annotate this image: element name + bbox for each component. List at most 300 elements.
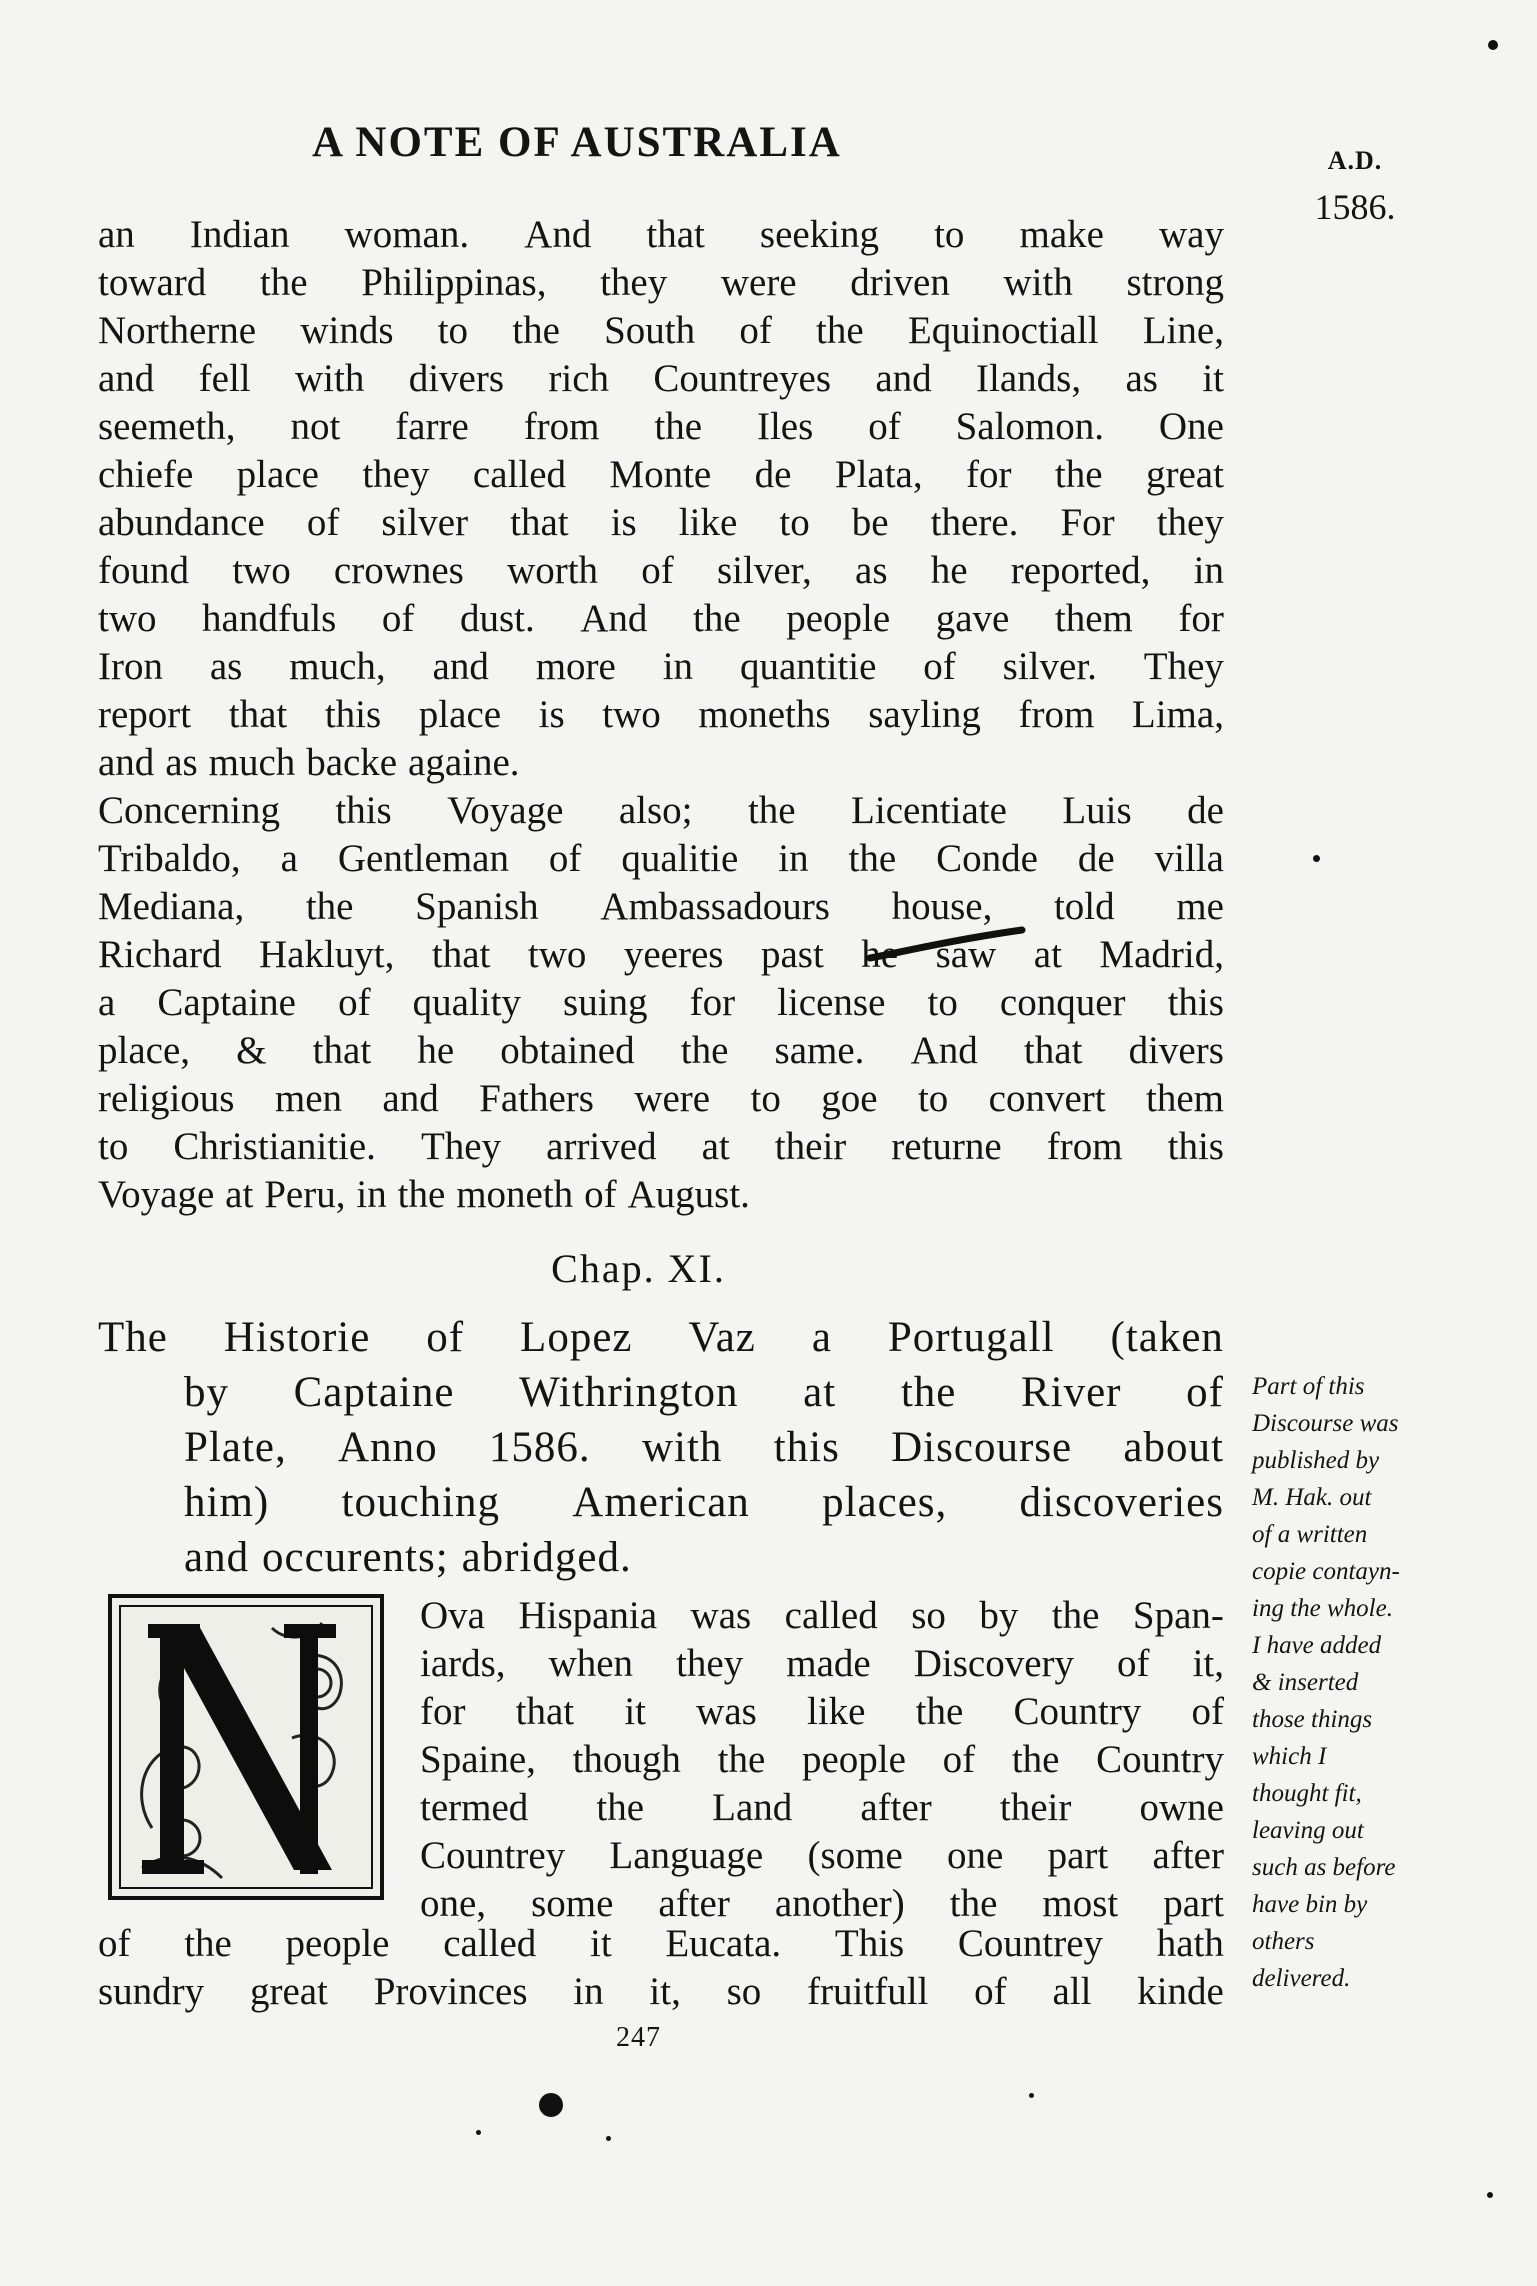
word: past: [760, 933, 824, 976]
year-label: 1586.: [1314, 187, 1396, 227]
word: the: [848, 837, 897, 880]
word: of: [868, 405, 901, 448]
word: from: [523, 405, 600, 448]
word: Equinoctiall: [907, 309, 1099, 352]
title-line: [184, 1420, 1224, 1475]
word: For: [1060, 501, 1115, 544]
word: The: [98, 1314, 168, 1361]
ink-speck: [606, 2136, 611, 2141]
word: Countrey: [420, 1834, 566, 1877]
word: Historie: [223, 1314, 371, 1361]
word: Captaine: [293, 1369, 455, 1416]
word: their: [774, 1125, 847, 1168]
word: of: [306, 501, 340, 544]
word: Withrington: [519, 1369, 739, 1416]
word: One: [1158, 405, 1224, 448]
word: Hakluyt,: [258, 933, 395, 976]
word: called: [784, 1594, 878, 1637]
word: of: [942, 1738, 976, 1781]
side-note-line: published by: [1252, 1447, 1380, 1474]
text-line: [98, 883, 1224, 931]
word: touching: [341, 1479, 500, 1526]
side-note-line: Part of this: [1252, 1373, 1365, 1400]
word: Richard: [98, 933, 222, 976]
word: to: [437, 309, 469, 352]
word: most: [1042, 1882, 1119, 1925]
word: they: [1156, 501, 1224, 544]
word: de: [1187, 789, 1224, 832]
word: this: [335, 789, 392, 832]
word: to: [934, 213, 965, 256]
text-line: [98, 355, 1224, 403]
side-note-line: copie contayn-: [1252, 1558, 1400, 1585]
word: occurents;: [261, 1534, 449, 1581]
word: Country: [1013, 1690, 1142, 1733]
word: with: [1003, 261, 1073, 304]
word: of: [338, 981, 371, 1024]
word: Span-: [1132, 1594, 1224, 1637]
text-line: [98, 211, 1224, 259]
word: returne: [891, 1125, 1002, 1168]
paragraph-3-continued: [98, 1920, 1224, 2016]
word: they: [600, 261, 668, 304]
word: me: [1176, 885, 1224, 928]
side-note-line: thought fit,: [1252, 1780, 1362, 1807]
word: farre: [395, 405, 469, 448]
word: after: [1152, 1834, 1224, 1877]
word: backe: [306, 741, 398, 784]
word: Ambassadours: [600, 885, 830, 928]
word: two: [527, 933, 587, 976]
word: this: [1167, 981, 1224, 1024]
word: made: [786, 1642, 871, 1685]
word: license: [777, 981, 886, 1024]
word: Hispania: [518, 1594, 658, 1637]
word: hath: [1156, 1922, 1224, 1965]
word: Iron: [98, 645, 163, 688]
text-line: [98, 1968, 1224, 2016]
paragraph-1: [98, 211, 1224, 787]
text-line: [98, 547, 1224, 595]
word: the: [1054, 453, 1103, 496]
word: and: [98, 741, 155, 784]
word: the: [900, 1369, 957, 1416]
word: and: [382, 1077, 439, 1120]
word: the: [1011, 1738, 1060, 1781]
side-note-line: others: [1252, 1928, 1315, 1955]
word: the: [717, 1738, 766, 1781]
word: were: [634, 1077, 711, 1120]
word: Provinces: [373, 1970, 528, 2013]
word: one,: [420, 1882, 487, 1925]
word: one: [947, 1834, 1004, 1877]
word: from: [1046, 1125, 1123, 1168]
word: chiefe: [98, 453, 194, 496]
word: so: [911, 1594, 946, 1637]
side-note-line: & inserted: [1252, 1669, 1359, 1696]
word: to: [779, 501, 810, 544]
side-note-line: which I: [1252, 1743, 1327, 1770]
word: of: [426, 1314, 465, 1361]
ink-speck: [539, 2093, 563, 2117]
text-line: [98, 787, 1224, 835]
word: called: [443, 1922, 537, 1965]
word: it,: [1192, 1642, 1224, 1685]
word: in: [778, 837, 809, 880]
word: Language: [609, 1834, 764, 1877]
word: Country: [1096, 1738, 1224, 1781]
side-note-line: of a written: [1252, 1521, 1368, 1548]
word: Spaine,: [420, 1738, 536, 1781]
word: all: [1052, 1970, 1092, 2013]
word: crownes: [333, 549, 464, 592]
word: Gentleman: [337, 837, 509, 880]
word: Licentiate: [851, 789, 1007, 832]
text-line: [420, 1592, 1224, 1640]
word: them: [1146, 1077, 1224, 1120]
word: August.: [627, 1173, 750, 1216]
word: like: [678, 501, 738, 544]
word: Philippinas,: [361, 261, 547, 304]
word: with: [295, 357, 365, 400]
word: a: [280, 837, 298, 880]
paragraph-2: [98, 787, 1224, 1219]
word: they: [362, 453, 430, 496]
text-line: [98, 739, 1224, 787]
word: divers: [408, 357, 505, 400]
word: when: [548, 1642, 634, 1685]
word: rich: [548, 357, 610, 400]
word: quantitie: [739, 645, 877, 688]
word: de: [754, 453, 792, 496]
word: Portugall: [887, 1314, 1055, 1361]
word: with: [641, 1424, 723, 1471]
side-note-line: leaving out: [1252, 1817, 1364, 1844]
word: Iles: [756, 405, 814, 448]
text-line: [98, 499, 1224, 547]
word: and: [98, 357, 155, 400]
word: be: [851, 501, 889, 544]
word: to: [750, 1077, 781, 1120]
word: divers: [1128, 1029, 1224, 1072]
word: by: [184, 1369, 229, 1416]
word: Mediana,: [98, 885, 245, 928]
chapter-title: [98, 1310, 1224, 1585]
word: about: [1123, 1424, 1224, 1471]
word: in: [356, 1173, 387, 1216]
text-line: [98, 1027, 1224, 1075]
word: it: [624, 1690, 646, 1733]
word: toward: [98, 261, 207, 304]
word: (some: [807, 1834, 903, 1877]
text-line: [420, 1688, 1224, 1736]
word: And: [524, 213, 592, 256]
word: 1586.: [488, 1424, 591, 1471]
word: more: [535, 645, 616, 688]
word: place: [418, 693, 502, 736]
word: make: [1019, 213, 1104, 256]
word: in: [573, 1970, 604, 2013]
word: This: [834, 1922, 905, 1965]
word: and: [432, 645, 489, 688]
word: River: [1020, 1369, 1122, 1416]
word: part: [1163, 1882, 1224, 1925]
title-line: [184, 1365, 1224, 1420]
word: called: [472, 453, 567, 496]
ink-speck: [1488, 40, 1498, 50]
word: moneths: [698, 693, 831, 736]
word: for: [1178, 597, 1224, 640]
word: this: [773, 1424, 840, 1471]
word: Lopez: [520, 1314, 633, 1361]
word: found: [98, 549, 189, 592]
text-line: [420, 1736, 1224, 1784]
word: of: [1186, 1369, 1224, 1416]
word: two: [602, 693, 661, 736]
word: worth: [507, 549, 599, 592]
word: to: [98, 1125, 129, 1168]
word: silver: [381, 501, 469, 544]
word: place,: [98, 1029, 191, 1072]
word: the: [747, 789, 796, 832]
text-line: [98, 1075, 1224, 1123]
word: sundry: [98, 1970, 205, 2013]
word: of: [1191, 1690, 1224, 1733]
word: by: [979, 1594, 1019, 1637]
word: Discovery: [913, 1642, 1075, 1685]
word: two: [232, 549, 291, 592]
word: Eucata.: [665, 1922, 782, 1965]
ink-speck: [1029, 2093, 1034, 2098]
word: goe: [821, 1077, 878, 1120]
word: at: [803, 1369, 837, 1416]
word: handfuls: [202, 597, 337, 640]
word: of: [974, 1970, 1007, 2013]
word: conquer: [999, 981, 1126, 1024]
word: people: [786, 597, 891, 640]
word: him): [184, 1479, 270, 1526]
text-line: [98, 451, 1224, 499]
text-line: [98, 835, 1224, 883]
word: another): [774, 1882, 905, 1925]
word: was: [696, 1690, 757, 1733]
word: Salomon.: [955, 405, 1105, 448]
word: saw: [935, 933, 997, 976]
word: Luis: [1062, 789, 1132, 832]
word: of: [1117, 1642, 1150, 1685]
side-note-line: ing the whole.: [1252, 1595, 1393, 1622]
text-line: [98, 595, 1224, 643]
word: like: [806, 1690, 866, 1733]
word: abundance: [98, 501, 265, 544]
word: a: [811, 1314, 832, 1361]
word: that: [228, 693, 288, 736]
word: for: [420, 1690, 466, 1733]
word: seemeth,: [98, 405, 236, 448]
word: qualitie: [621, 837, 739, 880]
word: Voyage: [98, 1173, 215, 1216]
word: that: [515, 1690, 575, 1733]
word: and: [875, 357, 932, 400]
word: Spanish: [415, 885, 539, 928]
text-line: [98, 931, 1224, 979]
word: them: [1054, 597, 1133, 640]
word: the: [680, 1029, 729, 1072]
word: much: [208, 741, 296, 784]
word: two: [98, 597, 157, 640]
word: Conde: [936, 837, 1038, 880]
title-line: [184, 1475, 1224, 1530]
word: the: [512, 309, 560, 352]
chapter-heading: Chap. XI.: [551, 1246, 726, 1291]
word: was: [690, 1594, 752, 1637]
side-note-line: such as before: [1252, 1854, 1396, 1881]
word: at: [225, 1173, 254, 1216]
word: after: [860, 1786, 932, 1829]
word: of: [98, 1922, 131, 1965]
ink-underline-mark: [862, 920, 1042, 970]
word: it,: [649, 1970, 681, 2013]
word: Tribaldo,: [98, 837, 241, 880]
word: he: [930, 549, 968, 592]
word: strong: [1126, 261, 1224, 304]
word: is: [610, 501, 637, 544]
word: South: [604, 309, 696, 352]
text-line: [98, 1123, 1224, 1171]
word: the: [596, 1786, 645, 1829]
word: They: [420, 1125, 502, 1168]
word: as: [855, 549, 888, 592]
side-note-line: I have added: [1252, 1632, 1382, 1659]
page-number: 247: [616, 2022, 661, 2053]
word: owne: [1139, 1786, 1224, 1829]
word: winds: [300, 309, 394, 352]
word: that: [646, 213, 705, 256]
word: that: [510, 501, 569, 544]
word: woman.: [344, 213, 470, 256]
word: this: [1167, 1125, 1224, 1168]
word: And: [580, 597, 648, 640]
word: moneth: [456, 1173, 574, 1216]
word: Fathers: [479, 1077, 594, 1120]
word: the: [305, 885, 354, 928]
word: at: [1033, 933, 1062, 976]
word: Captaine: [157, 981, 296, 1024]
word: againe.: [408, 741, 520, 784]
word: abridged.: [461, 1534, 632, 1581]
word: men: [274, 1077, 343, 1120]
word: that: [1023, 1029, 1083, 1072]
word: Christianitie.: [173, 1125, 376, 1168]
word: obtained: [500, 1029, 635, 1072]
ink-speck: [476, 2130, 481, 2135]
word: Plate,: [184, 1424, 287, 1471]
word: Land: [712, 1786, 793, 1829]
text-line: [98, 643, 1224, 691]
side-note-line: delivered.: [1252, 1965, 1351, 1992]
word: the: [1051, 1594, 1100, 1637]
word: religious: [98, 1077, 235, 1120]
word: driven: [850, 261, 950, 304]
word: the: [397, 1173, 446, 1216]
word: gave: [935, 597, 1010, 640]
word: Vaz: [688, 1314, 756, 1361]
word: convert: [988, 1077, 1106, 1120]
word: Plata,: [834, 453, 923, 496]
word: the: [816, 309, 864, 352]
word: the: [692, 597, 741, 640]
word: Anno: [338, 1424, 438, 1471]
word: American: [572, 1479, 750, 1526]
word: of: [381, 597, 415, 640]
word: silver,: [716, 549, 812, 592]
word: this: [324, 693, 382, 736]
word: Indian: [189, 213, 290, 256]
text-line: [420, 1784, 1224, 1832]
word: to: [927, 981, 958, 1024]
word: same.: [774, 1029, 865, 1072]
word: an: [98, 213, 135, 256]
running-title: A NOTE OF AUSTRALIA: [312, 119, 842, 166]
word: They: [1143, 645, 1224, 688]
text-line: [98, 1171, 1224, 1219]
text-line: [98, 1920, 1224, 1968]
word: silver.: [1002, 645, 1097, 688]
word: Lima,: [1131, 693, 1224, 736]
word: people: [801, 1738, 906, 1781]
word: report: [98, 693, 192, 736]
word: their: [999, 1786, 1072, 1829]
text-line: [98, 403, 1224, 451]
word: place: [236, 453, 319, 496]
word: told: [1053, 885, 1115, 928]
word: part: [1047, 1834, 1109, 1877]
word: Ilands,: [976, 357, 1082, 400]
text-line: [420, 1640, 1224, 1688]
word: they: [676, 1642, 744, 1685]
word: some: [531, 1882, 614, 1925]
word: though: [572, 1738, 681, 1781]
word: is: [538, 693, 565, 736]
word: quality: [412, 981, 521, 1024]
word: after: [658, 1882, 730, 1925]
word: arrived: [546, 1125, 657, 1168]
word: that: [431, 933, 491, 976]
word: for: [689, 981, 736, 1024]
word: people: [285, 1922, 390, 1965]
word: of: [548, 837, 582, 880]
word: in: [1193, 549, 1224, 592]
word: a: [98, 981, 116, 1024]
word: as: [1125, 357, 1158, 400]
word: the: [184, 1922, 232, 1965]
title-line: [184, 1530, 1224, 1585]
word: to: [917, 1077, 949, 1120]
side-note-line: Discourse was: [1252, 1410, 1399, 1437]
word: the: [259, 261, 308, 304]
word: were: [720, 261, 797, 304]
paragraph-3-beside-initial: [420, 1592, 1224, 1928]
word: he: [861, 933, 899, 976]
word: he: [417, 1029, 455, 1072]
word: And: [910, 1029, 978, 1072]
word: (taken: [1110, 1314, 1224, 1361]
word: way: [1159, 213, 1224, 256]
word: much,: [289, 645, 386, 688]
word: for: [966, 453, 1012, 496]
word: seeking: [759, 213, 880, 256]
word: that: [312, 1029, 372, 1072]
